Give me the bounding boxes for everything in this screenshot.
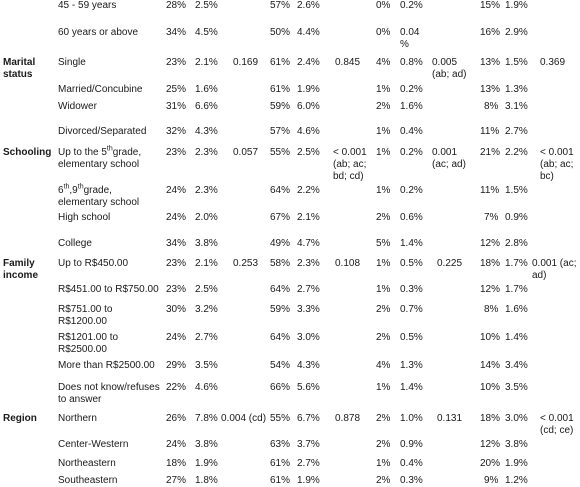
cell: 23% — [166, 284, 187, 295]
cell: 2% — [376, 101, 391, 112]
p-value: < 0.001 (ab; ac; bc) — [540, 147, 574, 182]
cell: 66% — [270, 382, 291, 393]
cell: 0.8% — [400, 57, 423, 68]
cell: 0.9% — [505, 212, 528, 223]
cell: 4.7% — [297, 238, 320, 249]
cell: 3.3% — [297, 304, 320, 315]
cell: 11% — [480, 126, 500, 137]
cell: 4% — [376, 57, 391, 68]
cell: 4% — [376, 360, 391, 371]
cell: 0% — [376, 0, 391, 11]
cell: 1.6% — [400, 101, 423, 112]
cell: 2% — [376, 212, 391, 223]
cell: 61% — [270, 57, 291, 68]
cell: 3.0% — [297, 332, 320, 343]
cell: 2% — [376, 475, 391, 486]
cell: 1% — [376, 185, 391, 196]
cell: 64% — [270, 185, 291, 196]
cell: 3.5% — [505, 382, 528, 393]
cell: 5% — [376, 238, 391, 249]
cell: 55% — [270, 147, 291, 158]
cell: 2.0% — [195, 212, 218, 223]
cell: 10% — [480, 332, 501, 343]
cell: 14% — [480, 360, 501, 371]
cell: 29% — [166, 360, 187, 371]
cell: 3.8% — [195, 439, 218, 450]
cell: 1% — [376, 258, 391, 269]
cell: 4.6% — [297, 126, 320, 137]
cell: 1.6% — [505, 304, 528, 315]
cell: 7% — [484, 212, 499, 223]
cell: 11% — [480, 185, 500, 196]
row-label: College — [58, 238, 92, 249]
row-label: 6th,9thgrade, elementary school — [58, 183, 140, 208]
row-label: Single — [58, 57, 86, 68]
cell: 1.9% — [505, 0, 528, 11]
cell: 26% — [166, 413, 187, 424]
cell: 13% — [480, 57, 501, 68]
row-label: Up to the 5thgrade, elementary school — [58, 145, 142, 170]
p-value: 0.005 (ab; ad) — [432, 57, 467, 80]
cell: 1% — [376, 147, 391, 158]
cell: 1% — [376, 84, 391, 95]
cell: 18% — [480, 258, 501, 269]
cell: 3.0% — [505, 413, 528, 424]
cell: 32% — [166, 126, 187, 137]
cell: 2.7% — [505, 126, 528, 137]
cell: 5.6% — [297, 382, 320, 393]
cell: 18% — [166, 458, 187, 469]
cell: 0.7% — [400, 304, 423, 315]
cell: 1.7% — [505, 258, 528, 269]
cell: 24% — [166, 439, 187, 450]
cell: 2.6% — [297, 0, 320, 11]
cell: 55% — [270, 413, 291, 424]
p-value: 0.225 — [437, 258, 463, 269]
cell: 25% — [166, 84, 187, 95]
cell: 0.2% — [400, 84, 423, 95]
cell: 49% — [270, 238, 291, 249]
cell: 64% — [270, 332, 291, 343]
cell: 1.9% — [297, 475, 320, 486]
p-value: 0.004 (cd) — [221, 413, 267, 424]
cell: 24% — [166, 332, 187, 343]
cell: 4.3% — [297, 360, 320, 371]
row-label: Widower — [58, 101, 97, 112]
cell: 2.2% — [297, 185, 320, 196]
p-value: 0.169 — [233, 57, 259, 68]
cell: 61% — [270, 475, 291, 486]
cell: 2% — [376, 439, 391, 450]
cell: 12% — [480, 439, 501, 450]
row-label: 60 years or above — [58, 27, 139, 38]
p-value: < 0.001 (ab; ac; bd; cd) — [333, 147, 367, 182]
cell: 0.2% — [400, 185, 423, 196]
cell: 0.5% — [400, 258, 423, 269]
cell: 12% — [480, 284, 501, 295]
cell: 50% — [270, 27, 291, 38]
cell: 1.7% — [505, 284, 528, 295]
cell: 22% — [166, 382, 187, 393]
p-value: 0.369 — [540, 57, 566, 68]
cell: 6.6% — [195, 101, 218, 112]
cell: 2.1% — [297, 212, 320, 223]
cell: 3.2% — [195, 304, 218, 315]
cell: 61% — [270, 84, 291, 95]
cell: 1.4% — [400, 238, 423, 249]
cell: 0.3% — [400, 284, 423, 295]
cell: 2% — [376, 332, 391, 343]
cell: 8% — [484, 101, 499, 112]
cell: 2.4% — [297, 57, 320, 68]
cell: 1% — [376, 284, 391, 295]
row-label: Northeastern — [58, 458, 116, 469]
cell: 1% — [376, 126, 391, 137]
cell: 1% — [376, 382, 391, 393]
cell: 1.3% — [505, 84, 528, 95]
row-label: Divorced/Separated — [58, 126, 147, 137]
cell: 1.2% — [505, 475, 528, 486]
row-label: Northern — [58, 413, 97, 424]
cell: 3.8% — [505, 439, 528, 450]
cell: 4.3% — [195, 126, 218, 137]
p-value: 0.131 — [437, 413, 463, 424]
cell: 9% — [484, 475, 499, 486]
cell: 28% — [166, 0, 187, 11]
cell: 16% — [480, 27, 501, 38]
cell: 6.0% — [297, 101, 320, 112]
p-value: 0.001 (ac; ad) — [532, 258, 577, 281]
cell: 57% — [270, 0, 291, 11]
cell: 57% — [270, 126, 291, 137]
cell: 58% — [270, 258, 291, 269]
cell: 1.6% — [195, 84, 218, 95]
cell: 67% — [270, 212, 291, 223]
row-label: R$751.00 to R$1200.00 — [58, 304, 113, 327]
cell: 18% — [480, 413, 501, 424]
cell: 0.2% — [400, 0, 423, 11]
cell: 34% — [166, 238, 187, 249]
cell: 24% — [166, 185, 187, 196]
cell: 1.3% — [400, 360, 423, 371]
cell: 2.9% — [505, 27, 528, 38]
cell: 23% — [166, 147, 187, 158]
cell: 3.5% — [195, 360, 218, 371]
cell: 3.4% — [505, 360, 528, 371]
cell: 2.5% — [195, 284, 218, 295]
cell: 24% — [166, 212, 187, 223]
cell: 0.2% — [400, 147, 423, 158]
cell: 3.7% — [297, 439, 320, 450]
cell: 0% — [376, 27, 391, 38]
cell: 1% — [376, 458, 391, 469]
cell: 1.8% — [195, 475, 218, 486]
cell: 21% — [480, 147, 501, 158]
cell: 0.5% — [400, 332, 423, 343]
cell: 64% — [270, 284, 291, 295]
row-label: High school — [58, 212, 111, 223]
p-value: 0.001 (ac; ad) — [432, 147, 466, 170]
cell: 2.7% — [297, 284, 320, 295]
cell: 1.9% — [297, 84, 320, 95]
p-value: 0.845 — [335, 57, 361, 68]
cell: 61% — [270, 458, 291, 469]
cell: 1.5% — [505, 185, 528, 196]
cell: 1.4% — [400, 382, 423, 393]
cell: 1.4% — [505, 332, 528, 343]
cell: 4.4% — [297, 27, 320, 38]
cell: 1.0% — [400, 413, 423, 424]
cell: 2.3% — [195, 185, 218, 196]
p-value: 0.253 — [233, 258, 259, 269]
cell: 2.2% — [505, 147, 528, 158]
group-label: Family income — [3, 258, 39, 281]
cell: 0.6% — [400, 212, 423, 223]
cell: 1.9% — [195, 458, 218, 469]
row-label: Married/Concubine — [58, 84, 143, 95]
cell: 31% — [166, 101, 187, 112]
row-label: R$1201.00 to R$2500.00 — [58, 332, 119, 355]
cell: 2.1% — [195, 57, 218, 68]
cell: 0.04 % — [400, 27, 420, 50]
cell: 1.9% — [505, 458, 528, 469]
cell: 2.1% — [195, 258, 218, 269]
cell: 8% — [484, 304, 499, 315]
cell: 27% — [166, 475, 187, 486]
cell: 54% — [270, 360, 291, 371]
cell: 2.8% — [505, 238, 528, 249]
cell: 7.8% — [195, 413, 218, 424]
cell: 23% — [166, 57, 187, 68]
cell: 0.9% — [400, 439, 423, 450]
cell: 4.6% — [195, 382, 218, 393]
row-label: Southeastern — [58, 475, 118, 486]
cell: 23% — [166, 258, 187, 269]
p-value: < 0.001 (cd; ce) — [540, 413, 574, 436]
cell: 0.4% — [400, 126, 423, 137]
cell: 20% — [480, 458, 501, 469]
cell: 15% — [480, 0, 501, 11]
cell: 63% — [270, 439, 291, 450]
cell: 2% — [376, 304, 391, 315]
row-label: More than R$2500.00 — [58, 360, 155, 371]
p-value: 0.057 — [233, 147, 259, 158]
group-label: Schooling — [3, 147, 52, 158]
group-label: Marital status — [3, 57, 36, 80]
row-label: Does not know/refuses to answer — [58, 382, 160, 405]
cell: 30% — [166, 304, 187, 315]
cell: 6.7% — [297, 413, 320, 424]
cell: 34% — [166, 27, 187, 38]
p-value: 0.878 — [335, 413, 361, 424]
group-label: Region — [3, 413, 37, 424]
cell: 0.3% — [400, 475, 423, 486]
cell: 2.3% — [297, 258, 320, 269]
cell: 59% — [270, 304, 291, 315]
cell: 3.1% — [505, 101, 528, 112]
row-label: R$451.00 to R$750.00 — [58, 284, 159, 295]
cell: 1.5% — [505, 57, 528, 68]
cell: 4.5% — [195, 27, 218, 38]
cell: 2% — [376, 413, 391, 424]
cell: 2.7% — [195, 332, 218, 343]
cell: 2.5% — [297, 147, 320, 158]
cell: 12% — [480, 238, 501, 249]
row-label: Up to R$450.00 — [58, 258, 129, 269]
row-label: 45 - 59 years — [58, 0, 117, 11]
p-value: 0.108 — [335, 258, 361, 269]
cell: 2.3% — [195, 147, 218, 158]
row-label: Center-Western — [58, 439, 129, 450]
cell: 10% — [480, 382, 501, 393]
cell: 2.5% — [195, 0, 218, 11]
cell: 3.8% — [195, 238, 218, 249]
cell: 13% — [480, 84, 501, 95]
cell: 0.4% — [400, 458, 423, 469]
cell: 59% — [270, 101, 291, 112]
cell: 2.7% — [297, 458, 320, 469]
